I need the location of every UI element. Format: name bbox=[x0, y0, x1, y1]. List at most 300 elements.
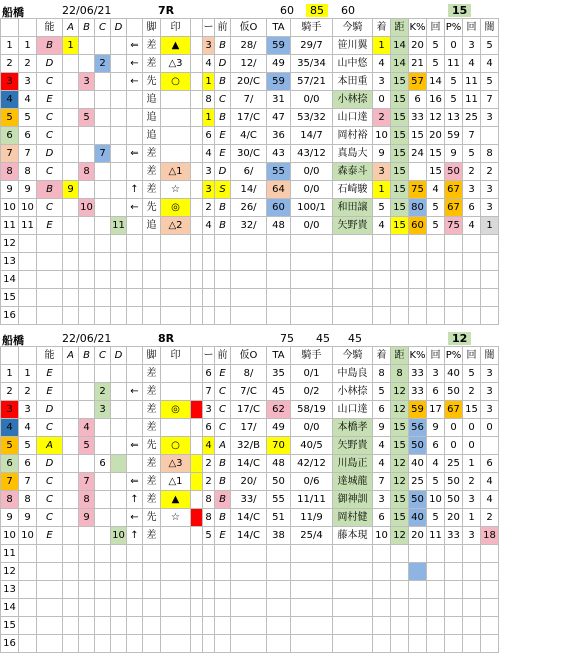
cell-ability: B bbox=[37, 181, 63, 199]
cell-count2 bbox=[463, 545, 481, 563]
column-header-rank: ー bbox=[203, 19, 215, 37]
cell-k-pct: 60 bbox=[409, 217, 427, 235]
cell-dist: 15 bbox=[391, 145, 409, 163]
cell-count1: 11 bbox=[427, 527, 445, 545]
cell-k-pct: 75 bbox=[409, 181, 427, 199]
cell-markbox bbox=[191, 437, 203, 455]
cell-mark: ☆ bbox=[161, 181, 191, 199]
cell-markbox bbox=[191, 527, 203, 545]
cell-finish: 4 bbox=[373, 437, 391, 455]
header-value-3: 60 bbox=[341, 4, 355, 17]
cell-yami bbox=[481, 581, 499, 599]
cell-count2 bbox=[463, 563, 481, 581]
column-header-today-jockey: 今騎 bbox=[333, 19, 373, 37]
cell-markbox bbox=[191, 563, 203, 581]
cell-d bbox=[111, 365, 127, 383]
cell-prev: C bbox=[215, 91, 231, 109]
cell-rank: 1 bbox=[203, 109, 215, 127]
column-header-k-pct: K% bbox=[409, 347, 427, 365]
cell-today-jockey: 岡村健 bbox=[333, 509, 373, 527]
column-header-prev: 前 bbox=[215, 347, 231, 365]
cell-jockey bbox=[291, 635, 333, 653]
cell-count1: 9 bbox=[427, 419, 445, 437]
cell-mark bbox=[161, 127, 191, 145]
cell-dist: 12 bbox=[391, 383, 409, 401]
cell-rank bbox=[203, 599, 215, 617]
cell-mark bbox=[161, 563, 191, 581]
cell-today-jockey: 矢野貴 bbox=[333, 217, 373, 235]
cell-b bbox=[79, 383, 95, 401]
cell-d bbox=[111, 55, 127, 73]
cell-jockey: 0/0 bbox=[291, 181, 333, 199]
cell-kari bbox=[231, 235, 267, 253]
cell-today-jockey: 森泰斗 bbox=[333, 163, 373, 181]
cell-arrow bbox=[127, 365, 143, 383]
cell-row: 16 bbox=[1, 307, 19, 325]
table-row bbox=[1, 199, 499, 217]
cell-dist bbox=[391, 289, 409, 307]
cell-c: 2 bbox=[95, 383, 111, 401]
cell-ta bbox=[267, 253, 291, 271]
cell-d: 11 bbox=[111, 217, 127, 235]
cell-count1 bbox=[427, 599, 445, 617]
cell-count2 bbox=[463, 235, 481, 253]
cell-rank: 4 bbox=[203, 217, 215, 235]
cell-today-jockey bbox=[333, 617, 373, 635]
table-row bbox=[1, 365, 499, 383]
cell-today-jockey: 矢野貴 bbox=[333, 437, 373, 455]
cell-mark: △1 bbox=[161, 163, 191, 181]
cell-style: 追 bbox=[143, 109, 161, 127]
cell-kari bbox=[231, 289, 267, 307]
cell-k-pct: 33 bbox=[409, 365, 427, 383]
cell-jockey: 0/6 bbox=[291, 473, 333, 491]
table-row bbox=[1, 55, 499, 73]
table-row bbox=[1, 419, 499, 437]
cell-today-jockey: 山口達 bbox=[333, 109, 373, 127]
cell-count1: 5 bbox=[427, 37, 445, 55]
cell-today-jockey bbox=[333, 563, 373, 581]
cell-prev bbox=[215, 581, 231, 599]
cell-markbox bbox=[191, 581, 203, 599]
cell-c: 2 bbox=[95, 55, 111, 73]
cell-finish: 8 bbox=[373, 365, 391, 383]
cell-c bbox=[95, 365, 111, 383]
cell-c bbox=[95, 217, 111, 235]
cell-d bbox=[111, 199, 127, 217]
cell-arrow bbox=[127, 91, 143, 109]
cell-num: 1 bbox=[19, 365, 37, 383]
date-label: 22/06/21 bbox=[62, 332, 112, 345]
cell-dist: 12 bbox=[391, 455, 409, 473]
cell-yami: 5 bbox=[481, 73, 499, 91]
cell-rank bbox=[203, 563, 215, 581]
cell-prev bbox=[215, 635, 231, 653]
cell-mark bbox=[161, 289, 191, 307]
cell-a bbox=[63, 563, 79, 581]
cell-dist bbox=[391, 307, 409, 325]
cell-d bbox=[111, 383, 127, 401]
cell-row: 8 bbox=[1, 163, 19, 181]
cell-arrow: ⇐ bbox=[127, 437, 143, 455]
cell-ability: D bbox=[37, 55, 63, 73]
cell-ta: 55 bbox=[267, 163, 291, 181]
cell-finish: 1 bbox=[373, 37, 391, 55]
cell-c bbox=[95, 509, 111, 527]
cell-kari: 33/ bbox=[231, 491, 267, 509]
cell-count1: 15 bbox=[427, 145, 445, 163]
cell-k-pct bbox=[409, 545, 427, 563]
cell-finish: 3 bbox=[373, 491, 391, 509]
column-header-count2: 回 bbox=[463, 347, 481, 365]
cell-kari bbox=[231, 617, 267, 635]
cell-mark bbox=[161, 617, 191, 635]
cell-today-jockey bbox=[333, 271, 373, 289]
cell-arrow bbox=[127, 217, 143, 235]
cell-jockey bbox=[291, 599, 333, 617]
cell-c bbox=[95, 163, 111, 181]
cell-d bbox=[111, 635, 127, 653]
cell-yami: 3 bbox=[481, 365, 499, 383]
cell-count2: 5 bbox=[463, 145, 481, 163]
cell-ta: 45 bbox=[267, 383, 291, 401]
cell-dist: 15 bbox=[391, 217, 409, 235]
cell-yami: 2 bbox=[481, 163, 499, 181]
cell-b: 7 bbox=[79, 473, 95, 491]
cell-num bbox=[19, 545, 37, 563]
cell-ability bbox=[37, 235, 63, 253]
column-header-prev: 前 bbox=[215, 19, 231, 37]
cell-k-pct: 15 bbox=[409, 127, 427, 145]
cell-ability: D bbox=[37, 401, 63, 419]
cell-jockey bbox=[291, 545, 333, 563]
cell-yami: 1 bbox=[481, 217, 499, 235]
cell-arrow bbox=[127, 271, 143, 289]
cell-rank: 6 bbox=[203, 365, 215, 383]
cell-ability bbox=[37, 289, 63, 307]
cell-mark bbox=[161, 145, 191, 163]
cell-today-jockey: 山中悠 bbox=[333, 55, 373, 73]
cell-finish: 3 bbox=[373, 73, 391, 91]
cell-ability bbox=[37, 545, 63, 563]
cell-p-pct: 13 bbox=[445, 109, 463, 127]
cell-ta bbox=[267, 235, 291, 253]
cell-finish: 4 bbox=[373, 455, 391, 473]
cell-b: 5 bbox=[79, 109, 95, 127]
cell-mark bbox=[161, 109, 191, 127]
cell-count2: 2 bbox=[463, 473, 481, 491]
cell-a bbox=[63, 527, 79, 545]
cell-a bbox=[63, 145, 79, 163]
cell-finish: 10 bbox=[373, 127, 391, 145]
cell-dist: 12 bbox=[391, 527, 409, 545]
cell-mark bbox=[161, 383, 191, 401]
cell-mark bbox=[161, 253, 191, 271]
cell-kari: 14/C bbox=[231, 527, 267, 545]
cell-mark: △1 bbox=[161, 473, 191, 491]
cell-rank bbox=[203, 307, 215, 325]
column-header-yami: 闇 bbox=[481, 19, 499, 37]
cell-ta: 43 bbox=[267, 145, 291, 163]
cell-style: 差 bbox=[143, 181, 161, 199]
cell-count2 bbox=[463, 271, 481, 289]
cell-prev bbox=[215, 271, 231, 289]
cell-dist: 15 bbox=[391, 163, 409, 181]
column-header-kari: 仮O bbox=[231, 347, 267, 365]
cell-row: 14 bbox=[1, 271, 19, 289]
cell-ta: 49 bbox=[267, 419, 291, 437]
cell-finish: 5 bbox=[373, 383, 391, 401]
column-header-row bbox=[1, 347, 499, 365]
cell-b bbox=[79, 617, 95, 635]
cell-d bbox=[111, 419, 127, 437]
cell-rank: 2 bbox=[203, 455, 215, 473]
cell-ability: C bbox=[37, 163, 63, 181]
cell-jockey: 42/12 bbox=[291, 455, 333, 473]
cell-ability: C bbox=[37, 109, 63, 127]
cell-count1 bbox=[427, 545, 445, 563]
cell-a: 9 bbox=[63, 181, 79, 199]
cell-ta: 70 bbox=[267, 437, 291, 455]
cell-a bbox=[63, 545, 79, 563]
cell-b: 9 bbox=[79, 509, 95, 527]
cell-rank: 8 bbox=[203, 91, 215, 109]
cell-markbox bbox=[191, 473, 203, 491]
cell-a bbox=[63, 163, 79, 181]
cell-ta bbox=[267, 289, 291, 307]
cell-row: 4 bbox=[1, 419, 19, 437]
cell-ability: E bbox=[37, 217, 63, 235]
cell-count2 bbox=[463, 289, 481, 307]
cell-style: 追 bbox=[143, 217, 161, 235]
race-label: 7R bbox=[158, 4, 175, 17]
cell-d bbox=[111, 437, 127, 455]
cell-d bbox=[111, 271, 127, 289]
cell-b bbox=[79, 545, 95, 563]
cell-ta: 50 bbox=[267, 473, 291, 491]
cell-dist bbox=[391, 617, 409, 635]
cell-num: 3 bbox=[19, 73, 37, 91]
cell-row: 13 bbox=[1, 253, 19, 271]
cell-p-pct: 75 bbox=[445, 217, 463, 235]
cell-count2: 3 bbox=[463, 181, 481, 199]
cell-p-pct: 5 bbox=[445, 91, 463, 109]
cell-count2: 4 bbox=[463, 217, 481, 235]
cell-prev bbox=[215, 563, 231, 581]
cell-markbox bbox=[191, 145, 203, 163]
column-header-rank: ー bbox=[203, 347, 215, 365]
cell-ta bbox=[267, 563, 291, 581]
column-header-markbox bbox=[191, 347, 203, 365]
cell-kari: 32/B bbox=[231, 437, 267, 455]
cell-today-jockey: 川島正 bbox=[333, 455, 373, 473]
cell-ta bbox=[267, 545, 291, 563]
cell-prev: S bbox=[215, 181, 231, 199]
cell-p-pct bbox=[445, 235, 463, 253]
cell-finish: 0 bbox=[373, 91, 391, 109]
cell-a bbox=[63, 383, 79, 401]
cell-style: 差 bbox=[143, 145, 161, 163]
cell-p-pct: 59 bbox=[445, 127, 463, 145]
cell-count1: 6 bbox=[427, 383, 445, 401]
cell-rank: 5 bbox=[203, 527, 215, 545]
cell-finish: 2 bbox=[373, 109, 391, 127]
cell-row: 5 bbox=[1, 109, 19, 127]
cell-markbox bbox=[191, 491, 203, 509]
cell-k-pct bbox=[409, 599, 427, 617]
cell-today-jockey bbox=[333, 545, 373, 563]
cell-d bbox=[111, 401, 127, 419]
cell-num bbox=[19, 617, 37, 635]
cell-arrow bbox=[127, 419, 143, 437]
cell-c bbox=[95, 199, 111, 217]
cell-dist: 15 bbox=[391, 509, 409, 527]
cell-arrow: ↑ bbox=[127, 181, 143, 199]
cell-mark: ○ bbox=[161, 437, 191, 455]
cell-count1 bbox=[427, 563, 445, 581]
cell-num: 7 bbox=[19, 145, 37, 163]
table-row bbox=[1, 581, 499, 599]
cell-mark: ◎ bbox=[161, 199, 191, 217]
cell-jockey: 100/1 bbox=[291, 199, 333, 217]
cell-kari: 32/ bbox=[231, 217, 267, 235]
cell-dist: 15 bbox=[391, 419, 409, 437]
cell-rank: 8 bbox=[203, 509, 215, 527]
cell-prev: B bbox=[215, 109, 231, 127]
cell-ability bbox=[37, 635, 63, 653]
column-header-yami: 闇 bbox=[481, 347, 499, 365]
column-header-arrow bbox=[127, 347, 143, 365]
cell-count1: 4 bbox=[427, 455, 445, 473]
cell-finish: 6 bbox=[373, 401, 391, 419]
cell-a bbox=[63, 55, 79, 73]
cell-count2 bbox=[463, 581, 481, 599]
cell-today-jockey: 藤本現 bbox=[333, 527, 373, 545]
cell-c bbox=[95, 419, 111, 437]
cell-arrow bbox=[127, 253, 143, 271]
cell-k-pct: 6 bbox=[409, 91, 427, 109]
cell-c bbox=[95, 635, 111, 653]
column-header-num bbox=[19, 19, 37, 37]
cell-prev: E bbox=[215, 127, 231, 145]
cell-today-jockey bbox=[333, 235, 373, 253]
table-row bbox=[1, 73, 499, 91]
cell-style: 差 bbox=[143, 37, 161, 55]
cell-style bbox=[143, 581, 161, 599]
cell-p-pct bbox=[445, 289, 463, 307]
cell-yami bbox=[481, 307, 499, 325]
cell-c bbox=[95, 127, 111, 145]
cell-b bbox=[79, 527, 95, 545]
cell-a bbox=[63, 307, 79, 325]
cell-d bbox=[111, 235, 127, 253]
cell-finish: 3 bbox=[373, 163, 391, 181]
cell-markbox bbox=[191, 73, 203, 91]
cell-kari bbox=[231, 307, 267, 325]
cell-today-jockey: 岡村裕 bbox=[333, 127, 373, 145]
cell-p-pct bbox=[445, 271, 463, 289]
cell-arrow: ← bbox=[127, 383, 143, 401]
cell-p-pct: 50 bbox=[445, 383, 463, 401]
cell-d bbox=[111, 109, 127, 127]
cell-p-pct: 40 bbox=[445, 365, 463, 383]
cell-a bbox=[63, 127, 79, 145]
cell-finish bbox=[373, 271, 391, 289]
cell-finish: 5 bbox=[373, 199, 391, 217]
cell-num: 7 bbox=[19, 473, 37, 491]
column-header-mark: 印 bbox=[161, 19, 191, 37]
cell-yami bbox=[481, 253, 499, 271]
cell-d bbox=[111, 473, 127, 491]
cell-prev: C bbox=[215, 383, 231, 401]
cell-kari bbox=[231, 253, 267, 271]
cell-rank: 2 bbox=[203, 199, 215, 217]
cell-yami: 7 bbox=[481, 91, 499, 109]
cell-ability: C bbox=[37, 199, 63, 217]
cell-p-pct: 50 bbox=[445, 473, 463, 491]
cell-today-jockey: 本田重 bbox=[333, 73, 373, 91]
cell-rank: 7 bbox=[203, 383, 215, 401]
cell-ta: 55 bbox=[267, 491, 291, 509]
cell-p-pct bbox=[445, 253, 463, 271]
race-label: 8R bbox=[158, 332, 175, 345]
cell-c bbox=[95, 307, 111, 325]
cell-today-jockey: 小林捺 bbox=[333, 383, 373, 401]
cell-a bbox=[63, 235, 79, 253]
cell-d bbox=[111, 599, 127, 617]
table-row bbox=[1, 509, 499, 527]
cell-b bbox=[79, 91, 95, 109]
cell-today-jockey: 石崎駿 bbox=[333, 181, 373, 199]
cell-k-pct bbox=[409, 289, 427, 307]
cell-today-jockey: 山口達 bbox=[333, 401, 373, 419]
cell-markbox bbox=[191, 289, 203, 307]
cell-count1 bbox=[427, 307, 445, 325]
cell-p-pct: 0 bbox=[445, 37, 463, 55]
cell-a bbox=[63, 599, 79, 617]
cell-count1: 5 bbox=[427, 199, 445, 217]
cell-row: 7 bbox=[1, 473, 19, 491]
cell-count2: 15 bbox=[463, 401, 481, 419]
cell-count1: 16 bbox=[427, 91, 445, 109]
cell-ability bbox=[37, 617, 63, 635]
cell-row: 6 bbox=[1, 127, 19, 145]
column-header-ta: TA bbox=[267, 19, 291, 37]
cell-yami bbox=[481, 271, 499, 289]
cell-ability bbox=[37, 599, 63, 617]
column-header-p-pct: P% bbox=[445, 19, 463, 37]
cell-b bbox=[79, 37, 95, 55]
table-row bbox=[1, 545, 499, 563]
cell-c bbox=[95, 527, 111, 545]
cell-arrow bbox=[127, 455, 143, 473]
cell-num: 6 bbox=[19, 455, 37, 473]
cell-rank bbox=[203, 235, 215, 253]
table-row bbox=[1, 437, 499, 455]
cell-kari: 14/C bbox=[231, 455, 267, 473]
cell-yami bbox=[481, 599, 499, 617]
cell-row: 3 bbox=[1, 73, 19, 91]
cell-c bbox=[95, 37, 111, 55]
cell-num bbox=[19, 635, 37, 653]
cell-style bbox=[143, 545, 161, 563]
cell-arrow: ← bbox=[127, 509, 143, 527]
table-row bbox=[1, 253, 499, 271]
cell-rank bbox=[203, 635, 215, 653]
cell-mark: ○ bbox=[161, 73, 191, 91]
cell-mark bbox=[161, 545, 191, 563]
cell-d bbox=[111, 545, 127, 563]
